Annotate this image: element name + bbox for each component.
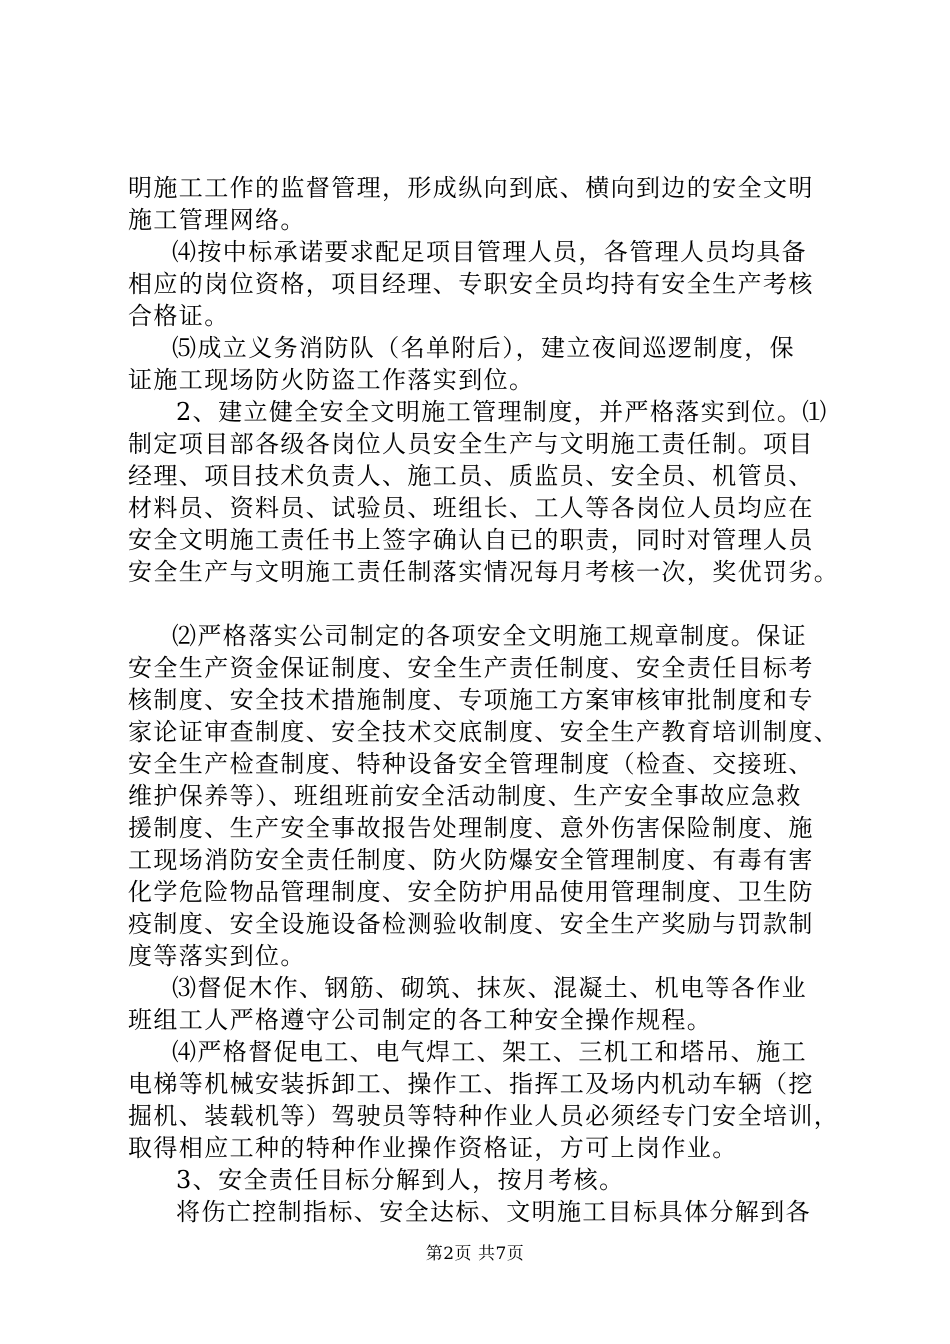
body-text-line: 3、安全责任目标分解到人，按月考核。 — [176, 1166, 625, 1194]
body-text-line: 疫制度、安全设施设备检测验收制度、安全生产奖励与罚款制 — [128, 910, 814, 938]
body-text-line: 证施工现场防火防盗工作落实到位。 — [128, 366, 535, 394]
body-text-line: 援制度、生产安全事故报告处理制度、意外伤害保险制度、施 — [128, 814, 814, 842]
body-text-line: 掘机、装载机等）驾驶员等特种作业人员必须经专门安全培训， — [128, 1102, 840, 1130]
body-text-line: 相应的岗位资格，项目经理、专职安全员均持有安全生产考核 — [128, 270, 814, 298]
body-text-line: 合格证。 — [128, 302, 230, 330]
body-text-line: 安全文明施工责任书上签字确认自已的职责，同时对管理人员 — [128, 526, 814, 554]
body-text-line: 安全生产与文明施工责任制落实情况每月考核一次，奖优罚劣。 — [128, 558, 840, 586]
body-text-line: 材料员、资料员、试验员、班组长、工人等各岗位人员均应在 — [128, 494, 814, 522]
body-text-line: 维护保养等）、班组班前安全活动制度、生产安全事故应急救 — [128, 782, 802, 810]
body-text-line: 2、建立健全安全文明施工管理制度，并严格落实到位。⑴ — [176, 398, 828, 426]
body-text-line: 度等落实到位。 — [128, 942, 306, 970]
body-text-line: ⑵严格落实公司制定的各项安全文明施工规章制度。保证 — [172, 622, 807, 650]
body-text-line: ⑷严格督促电工、电气焊工、架工、三机工和塔吊、施工 — [172, 1038, 807, 1066]
body-text-line: 施工管理网络。 — [128, 206, 306, 234]
body-text-line: 化学危险物品管理制度、安全防护用品使用管理制度、卫生防 — [128, 878, 814, 906]
body-text-line: ⑷按中标承诺要求配足项目管理人员，各管理人员均具备 — [172, 238, 807, 266]
body-text-line: 安全生产资金保证制度、安全生产责任制度、安全责任目标考 — [128, 654, 814, 682]
body-text-line: 家论证审查制度、安全技术交底制度、安全生产教育培训制度、 — [128, 718, 840, 746]
body-text-line: ⑶督促木作、钢筋、砌筑、抹灰、混凝土、机电等各作业 — [172, 974, 807, 1002]
body-text-line: 电梯等机械安装拆卸工、操作工、指挥工及场内机动车辆（挖 — [128, 1070, 814, 1098]
body-text-line: 核制度、安全技术措施制度、专项施工方案审核审批制度和专 — [128, 686, 814, 714]
body-text-line: 制定项目部各级各岗位人员安全生产与文明施工责任制。项目 — [128, 430, 814, 458]
body-text-line: ⑸成立义务消防队（名单附后），建立夜间巡逻制度，保 — [172, 334, 795, 362]
body-text-line: 将伤亡控制指标、安全达标、文明施工目标具体分解到各 — [176, 1198, 811, 1226]
body-text-line: 班组工人严格遵守公司制定的各工种安全操作规程。 — [128, 1006, 713, 1034]
body-text-line: 取得相应工种的特种作业操作资格证，方可上岗作业。 — [128, 1134, 738, 1162]
body-text-line: 明施工工作的监督管理，形成纵向到底、横向到边的安全文明 — [128, 174, 814, 202]
body-text-line: 经理、项目技术负责人、施工员、质监员、安全员、机管员、 — [128, 462, 814, 490]
body-text-line: 工现场消防安全责任制度、防火防爆安全管理制度、有毒有害 — [128, 846, 814, 874]
body-text-line: 安全生产检查制度、特种设备安全管理制度（检查、交接班、 — [128, 750, 814, 778]
page-number-footer: 第2页 共7页 — [425, 1244, 525, 1264]
